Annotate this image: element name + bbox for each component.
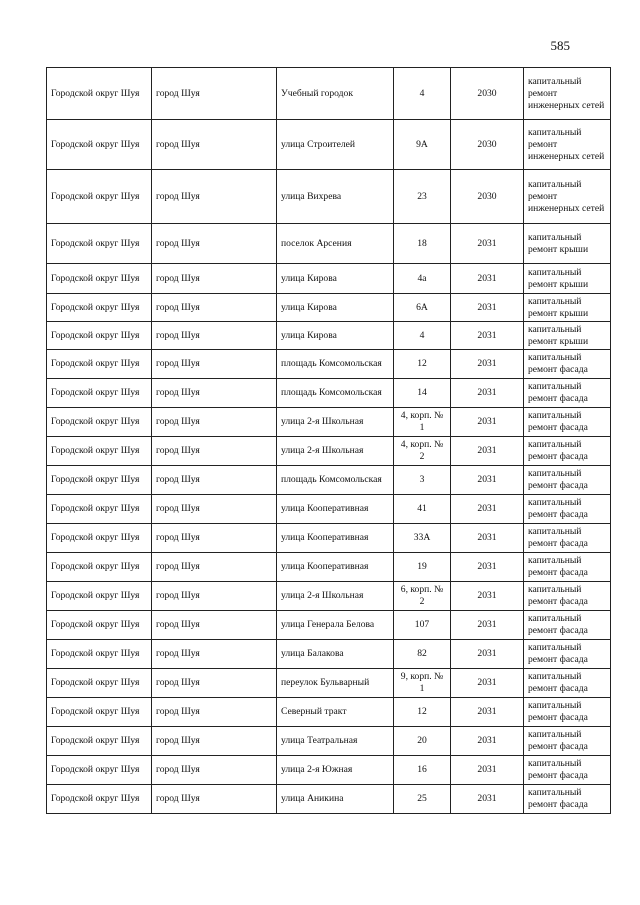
cell-municipality: Городской округ Шуя bbox=[47, 379, 152, 408]
cell-house-number: 6, корп. № 2 bbox=[394, 582, 451, 611]
cell-street: площадь Комсомольская bbox=[277, 466, 394, 495]
table-row bbox=[47, 264, 611, 294]
cell-settlement: город Шуя bbox=[152, 582, 277, 611]
cell-municipality: Городской округ Шуя bbox=[47, 264, 152, 294]
cell-year: 2031 bbox=[451, 756, 524, 785]
repair-schedule-table bbox=[46, 67, 611, 814]
cell-municipality: Городской округ Шуя bbox=[47, 294, 152, 322]
cell-house-number: 12 bbox=[394, 698, 451, 727]
table-row bbox=[47, 68, 611, 120]
cell-municipality: Городской округ Шуя bbox=[47, 524, 152, 553]
cell-house-number: 6А bbox=[394, 294, 451, 322]
cell-settlement: город Шуя bbox=[152, 350, 277, 379]
table-body bbox=[47, 68, 611, 814]
cell-house-number: 4 bbox=[394, 322, 451, 350]
cell-house-number: 41 bbox=[394, 495, 451, 524]
cell-house-number: 33А bbox=[394, 524, 451, 553]
cell-work-type: капитальный ремонт фасада bbox=[524, 669, 611, 698]
cell-year: 2031 bbox=[451, 350, 524, 379]
cell-settlement: город Шуя bbox=[152, 727, 277, 756]
cell-settlement: город Шуя bbox=[152, 785, 277, 814]
cell-street: Северный тракт bbox=[277, 698, 394, 727]
cell-street: улица Кооперативная bbox=[277, 553, 394, 582]
cell-house-number: 19 bbox=[394, 553, 451, 582]
cell-street: улица 2-я Школьная bbox=[277, 437, 394, 466]
cell-house-number: 4 bbox=[394, 68, 451, 120]
table-row bbox=[47, 379, 611, 408]
cell-year: 2031 bbox=[451, 408, 524, 437]
cell-work-type: капитальный ремонт фасада bbox=[524, 466, 611, 495]
cell-work-type: капитальный ремонт фасада bbox=[524, 350, 611, 379]
cell-street: улица Кооперативная bbox=[277, 495, 394, 524]
cell-street: улица Аникина bbox=[277, 785, 394, 814]
cell-street: улица Кирова bbox=[277, 294, 394, 322]
cell-work-type: капитальный ремонт фасада bbox=[524, 495, 611, 524]
table-row bbox=[47, 466, 611, 495]
cell-municipality: Городской округ Шуя bbox=[47, 582, 152, 611]
table-row bbox=[47, 495, 611, 524]
cell-municipality: Городской округ Шуя bbox=[47, 785, 152, 814]
cell-year: 2031 bbox=[451, 524, 524, 553]
table-row bbox=[47, 408, 611, 437]
cell-work-type: капитальный ремонт фасада bbox=[524, 611, 611, 640]
cell-year: 2031 bbox=[451, 379, 524, 408]
cell-house-number: 9А bbox=[394, 120, 451, 170]
cell-street: улица Кирова bbox=[277, 264, 394, 294]
cell-settlement: город Шуя bbox=[152, 379, 277, 408]
page-number: 585 bbox=[550, 38, 570, 53]
table-row bbox=[47, 756, 611, 785]
cell-work-type: капитальный ремонт крыши bbox=[524, 264, 611, 294]
cell-work-type: капитальный ремонт фасада bbox=[524, 785, 611, 814]
cell-work-type: капитальный ремонт фасада bbox=[524, 640, 611, 669]
table-row bbox=[47, 322, 611, 350]
cell-municipality: Городской округ Шуя bbox=[47, 120, 152, 170]
cell-street: площадь Комсомольская bbox=[277, 350, 394, 379]
cell-municipality: Городской округ Шуя bbox=[47, 408, 152, 437]
table-row bbox=[47, 350, 611, 379]
cell-settlement: город Шуя bbox=[152, 68, 277, 120]
table-row bbox=[47, 611, 611, 640]
cell-house-number: 4, корп. № 1 bbox=[394, 408, 451, 437]
cell-settlement: город Шуя bbox=[152, 437, 277, 466]
cell-municipality: Городской округ Шуя bbox=[47, 68, 152, 120]
cell-municipality: Городской округ Шуя bbox=[47, 669, 152, 698]
cell-street: улица Балакова bbox=[277, 640, 394, 669]
cell-year: 2031 bbox=[451, 264, 524, 294]
cell-settlement: город Шуя bbox=[152, 524, 277, 553]
cell-year: 2031 bbox=[451, 611, 524, 640]
cell-work-type: капитальный ремонт крыши bbox=[524, 224, 611, 264]
cell-house-number: 16 bbox=[394, 756, 451, 785]
cell-settlement: город Шуя bbox=[152, 640, 277, 669]
cell-municipality: Городской округ Шуя bbox=[47, 322, 152, 350]
cell-house-number: 107 bbox=[394, 611, 451, 640]
cell-year: 2031 bbox=[451, 727, 524, 756]
cell-street: улица 2-я Школьная bbox=[277, 408, 394, 437]
cell-house-number: 25 bbox=[394, 785, 451, 814]
cell-work-type: капитальный ремонт фасада bbox=[524, 553, 611, 582]
cell-settlement: город Шуя bbox=[152, 294, 277, 322]
table-row bbox=[47, 437, 611, 466]
table-row bbox=[47, 698, 611, 727]
cell-year: 2031 bbox=[451, 785, 524, 814]
cell-municipality: Городской округ Шуя bbox=[47, 698, 152, 727]
cell-settlement: город Шуя bbox=[152, 669, 277, 698]
cell-year: 2031 bbox=[451, 669, 524, 698]
cell-municipality: Городской округ Шуя bbox=[47, 224, 152, 264]
cell-municipality: Городской округ Шуя bbox=[47, 756, 152, 785]
cell-house-number: 23 bbox=[394, 170, 451, 224]
cell-year: 2030 bbox=[451, 68, 524, 120]
table-row bbox=[47, 727, 611, 756]
cell-house-number: 9, корп. № 1 bbox=[394, 669, 451, 698]
cell-work-type: капитальный ремонт инженерных сетей bbox=[524, 120, 611, 170]
cell-work-type: капитальный ремонт фасада bbox=[524, 698, 611, 727]
cell-year: 2031 bbox=[451, 437, 524, 466]
cell-settlement: город Шуя bbox=[152, 553, 277, 582]
cell-street: переулок Бульварный bbox=[277, 669, 394, 698]
cell-house-number: 18 bbox=[394, 224, 451, 264]
cell-municipality: Городской округ Шуя bbox=[47, 611, 152, 640]
cell-street: площадь Комсомольская bbox=[277, 379, 394, 408]
cell-year: 2031 bbox=[451, 553, 524, 582]
cell-house-number: 20 bbox=[394, 727, 451, 756]
cell-municipality: Городской округ Шуя bbox=[47, 170, 152, 224]
cell-year: 2031 bbox=[451, 466, 524, 495]
cell-settlement: город Шуя bbox=[152, 698, 277, 727]
cell-work-type: капитальный ремонт инженерных сетей bbox=[524, 170, 611, 224]
cell-house-number: 4, корп. № 2 bbox=[394, 437, 451, 466]
cell-municipality: Городской округ Шуя bbox=[47, 640, 152, 669]
cell-work-type: капитальный ремонт фасада bbox=[524, 756, 611, 785]
cell-house-number: 14 bbox=[394, 379, 451, 408]
cell-settlement: город Шуя bbox=[152, 170, 277, 224]
table-row bbox=[47, 553, 611, 582]
cell-street: улица Строителей bbox=[277, 120, 394, 170]
cell-settlement: город Шуя bbox=[152, 495, 277, 524]
cell-work-type: капитальный ремонт фасада bbox=[524, 437, 611, 466]
cell-settlement: город Шуя bbox=[152, 322, 277, 350]
cell-street: улица Кирова bbox=[277, 322, 394, 350]
cell-settlement: город Шуя bbox=[152, 264, 277, 294]
cell-year: 2031 bbox=[451, 495, 524, 524]
cell-municipality: Городской округ Шуя bbox=[47, 553, 152, 582]
cell-municipality: Городской округ Шуя bbox=[47, 495, 152, 524]
table-row bbox=[47, 294, 611, 322]
cell-settlement: город Шуя bbox=[152, 408, 277, 437]
cell-work-type: капитальный ремонт фасада bbox=[524, 524, 611, 553]
cell-year: 2031 bbox=[451, 640, 524, 669]
cell-house-number: 82 bbox=[394, 640, 451, 669]
table-row bbox=[47, 669, 611, 698]
cell-year: 2030 bbox=[451, 170, 524, 224]
cell-year: 2031 bbox=[451, 294, 524, 322]
cell-municipality: Городской округ Шуя bbox=[47, 437, 152, 466]
cell-street: улица Вихрева bbox=[277, 170, 394, 224]
cell-municipality: Городской округ Шуя bbox=[47, 466, 152, 495]
cell-house-number: 12 bbox=[394, 350, 451, 379]
cell-year: 2030 bbox=[451, 120, 524, 170]
cell-settlement: город Шуя bbox=[152, 466, 277, 495]
cell-year: 2031 bbox=[451, 582, 524, 611]
cell-year: 2031 bbox=[451, 698, 524, 727]
cell-street: улица 2-я Школьная bbox=[277, 582, 394, 611]
cell-settlement: город Шуя bbox=[152, 120, 277, 170]
cell-settlement: город Шуя bbox=[152, 756, 277, 785]
table-row bbox=[47, 120, 611, 170]
cell-house-number: 4а bbox=[394, 264, 451, 294]
table-row bbox=[47, 524, 611, 553]
cell-street: улица Кооперативная bbox=[277, 524, 394, 553]
cell-house-number: 3 bbox=[394, 466, 451, 495]
cell-work-type: капитальный ремонт фасада bbox=[524, 379, 611, 408]
cell-work-type: капитальный ремонт инженерных сетей bbox=[524, 68, 611, 120]
cell-street: Учебный городок bbox=[277, 68, 394, 120]
cell-settlement: город Шуя bbox=[152, 224, 277, 264]
cell-street: улица Генерала Белова bbox=[277, 611, 394, 640]
table-row bbox=[47, 170, 611, 224]
table-row bbox=[47, 640, 611, 669]
cell-year: 2031 bbox=[451, 322, 524, 350]
cell-municipality: Городской округ Шуя bbox=[47, 727, 152, 756]
cell-street: улица 2-я Южная bbox=[277, 756, 394, 785]
table-row bbox=[47, 224, 611, 264]
cell-street: поселок Арсения bbox=[277, 224, 394, 264]
cell-work-type: капитальный ремонт крыши bbox=[524, 322, 611, 350]
cell-work-type: капитальный ремонт фасада bbox=[524, 582, 611, 611]
cell-work-type: капитальный ремонт фасада bbox=[524, 408, 611, 437]
cell-settlement: город Шуя bbox=[152, 611, 277, 640]
cell-work-type: капитальный ремонт крыши bbox=[524, 294, 611, 322]
table-row bbox=[47, 785, 611, 814]
cell-street: улица Театральная bbox=[277, 727, 394, 756]
cell-year: 2031 bbox=[451, 224, 524, 264]
table-row bbox=[47, 582, 611, 611]
cell-work-type: капитальный ремонт фасада bbox=[524, 727, 611, 756]
cell-municipality: Городской округ Шуя bbox=[47, 350, 152, 379]
